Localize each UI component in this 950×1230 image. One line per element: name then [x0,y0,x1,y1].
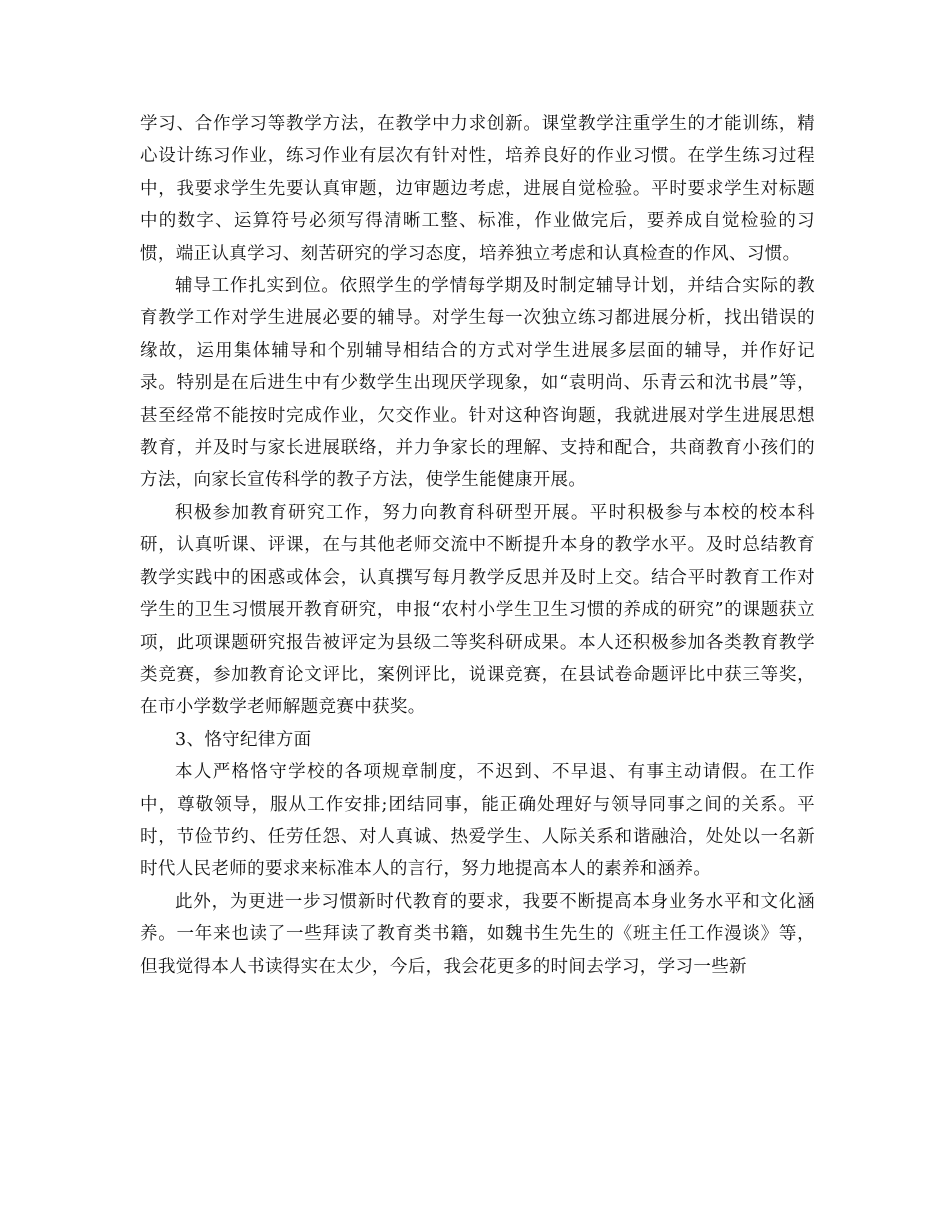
body-paragraph-3: 积极参加教育研究工作，努力向教育科研型开展。平时积极参与本校的校本科研，认真听课、评课，在与其他老师交流中不断提升本身的教学水平。及时总结教育教学实践中的困惑或体会，认真撰写每月教学反思并及时上交。结合平时教育工作对学生的卫生习惯展开教育研究，申报“农村小学生卫生习惯的养成的研究”的课题获立项，此项课题研究报告被评定为县级二等奖科研成果。本人还积极参加各类教育教学类竞赛，参加教育论文评比，案例评比，说课竞赛，在县试卷命题评比中获三等奖，在市小学数学老师解题竞赛中获奖。 [140,502,815,718]
body-paragraph-1: 学习、合作学习等教学方法，在教学中力求创新。课堂教学注重学生的才能训练，精心设计练习作业，练习作业有层次有针对性，培养良好的作业习惯。在学生练习过程中，我要求学生先要认真审题，边审题边考虑，进展自觉检验。平时要求学生对标题中的数字、运算符号必须写得清晰工整、标准，作业做完后，要养成自觉检验的习惯，端正认真学习、刻苦研究的学习态度，培养独立考虑和认真检查的作风、习惯。 [140,114,815,264]
body-paragraph-4: 本人严格恪守学校的各项规章制度，不迟到、不早退、有事主动请假。在工作中，尊敬领导，服从工作安排;团结同事，能正确处理好与领导同事之间的关系。平时，节俭节约、任劳任怨、对人真诚、热爱学生、人际关系和谐融洽，处处以一名新时代人民老师的要求来标准本人的言行，努力地提高本人的素养和涵养。 [140,762,815,880]
body-paragraph-5: 此外，为更进一步习惯新时代教育的要求，我要不断提高本身业务水平和文化涵养。一年来也读了一些拜读了教育类书籍，如魏书生先生的《班主任工作漫谈》等，但我觉得本人书读得实在太少，今后，我会花更多的时间去学习，学习一些新 [140,891,815,977]
section-heading-discipline: 3、恪守纪律方面 [175,729,312,750]
body-paragraph-2: 辅导工作扎实到位。依照学生的学情每学期及时制定辅导计划，并结合实际的教育教学工作对学生进展必要的辅导。对学生每一次独立练习都进展分析，找出错误的缘故，运用集体辅导和个别辅导相结合的方式对学生进展多层面的辅导，并作好记录。特别是在后进生中有少数学生出现厌学现象，如“袁明尚、乐青云和沈书晨”等，甚至经常不能按时完成作业，欠交作业。针对这种咨询题，我就进展对学生进展思想教育，并及时与家长进展联络，并力争家长的理解、支持和配合，共商教育小孩们的方法，向家长宣传科学的教子方法，使学生能健康开展。 [140,276,815,491]
document-page [140,108,815,983]
